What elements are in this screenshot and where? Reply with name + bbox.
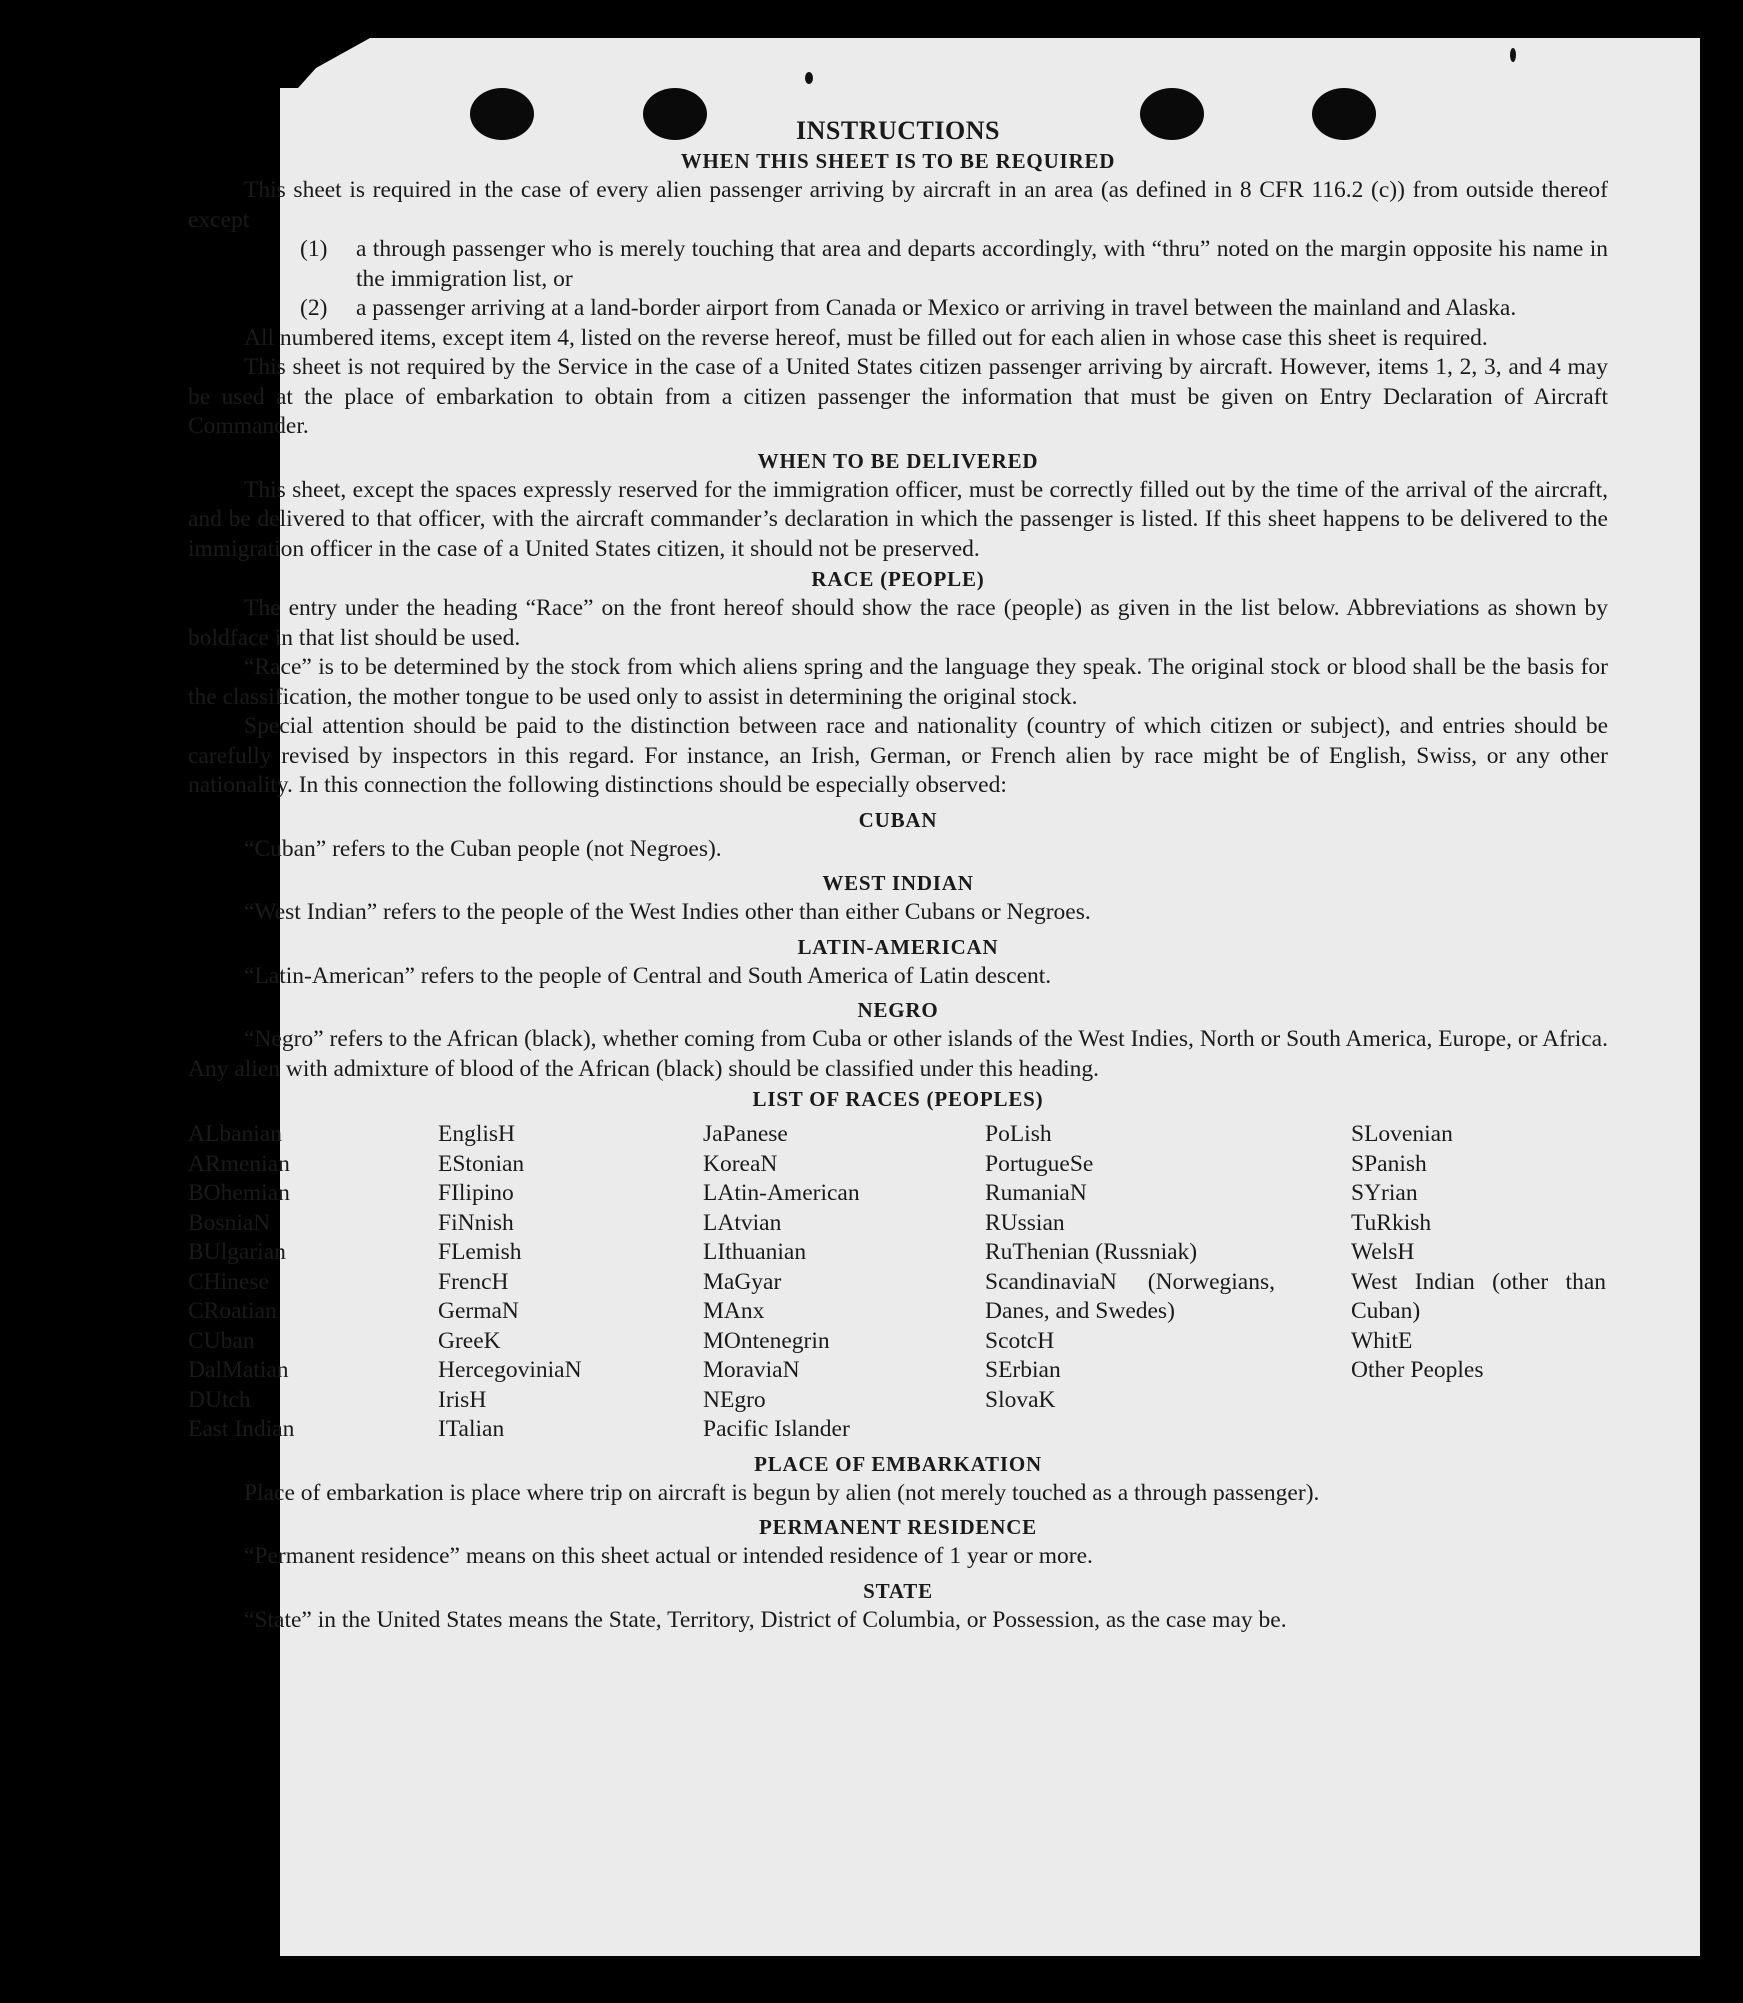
race-entry: LAtin-American bbox=[703, 1180, 860, 1206]
race-entry: RumaniaN bbox=[985, 1180, 1087, 1206]
race-entry: MaGyar bbox=[703, 1268, 782, 1295]
section-title-cuban: CUBAN bbox=[858, 807, 938, 832]
paragraph: “Cuban” refers to the Cuban people (not Negroes). bbox=[244, 835, 722, 862]
race-column bbox=[703, 1120, 985, 1445]
race-entry: ALbanian bbox=[188, 1121, 282, 1147]
list-item bbox=[188, 235, 1608, 294]
race-entry: FrencH bbox=[438, 1268, 509, 1295]
torn-corner bbox=[280, 38, 370, 88]
race-entry: SErbian bbox=[985, 1357, 1061, 1383]
race-column bbox=[985, 1120, 1275, 1445]
section-title-delivered: WHEN TO BE DELIVERED bbox=[757, 448, 1039, 473]
paragraph: “Race” is to be determined by the stock from which aliens spring and the language they speak. The original stock or blood shall be the basis for the classification, the mother tongue to be used only to assist in determining the original stock. bbox=[188, 654, 1608, 710]
section-title-state: STATE bbox=[863, 1578, 933, 1603]
race-entry: Pacific Islander bbox=[703, 1416, 850, 1442]
ink-speck bbox=[805, 72, 813, 84]
race-entry: SlovaK bbox=[985, 1386, 1056, 1413]
item-text: a passenger arriving at a land-border airport from Canada or Mexico or arriving in travel between the mainland and Alaska. bbox=[356, 295, 1517, 321]
race-entry: FLemish bbox=[438, 1239, 522, 1265]
race-entry: SYrian bbox=[1351, 1180, 1418, 1206]
race-column bbox=[1351, 1120, 1606, 1445]
paragraph: Special attention should be paid to the distinction between race and nationality (country of which citizen or subject), and entries should be carefully revised by inspectors in this regard. For instance, an Irish, German, or French alien by race might be of English, Swiss, or any other nationality. In this connection the following distinctions should be especially observed: bbox=[188, 713, 1608, 798]
race-entry: PoLish bbox=[985, 1121, 1052, 1147]
race-entry: SPanish bbox=[1351, 1150, 1427, 1177]
section-title-latin-american: LATIN-AMERICAN bbox=[797, 934, 999, 959]
race-entry: GreeK bbox=[438, 1327, 501, 1354]
paragraph: “Permanent residence” means on this sheet actual or intended residence of 1 year or more. bbox=[244, 1543, 1093, 1569]
race-entry: LIthuanian bbox=[703, 1239, 807, 1265]
race-entry: ARmenian bbox=[188, 1150, 290, 1177]
section-title-embarkation: PLACE OF EMBARKATION bbox=[754, 1451, 1042, 1476]
paragraph: “State” in the United States means the State, Territory, District of Columbia, or Possession, as the case may be. bbox=[244, 1606, 1287, 1633]
race-entry: ScotcH bbox=[985, 1327, 1055, 1354]
race-entry: PortugueSe bbox=[985, 1150, 1094, 1177]
page-title: INSTRUCTIONS bbox=[796, 116, 1000, 145]
race-entry: NEgro bbox=[703, 1386, 766, 1413]
race-entry: IrisH bbox=[438, 1386, 487, 1413]
race-entry: WelsH bbox=[1351, 1239, 1415, 1265]
race-entry: EnglisH bbox=[438, 1121, 516, 1147]
race-entry: RuThenian (Russniak) bbox=[985, 1239, 1198, 1265]
race-entry: DalMatian bbox=[188, 1357, 289, 1383]
race-entry: KoreaN bbox=[703, 1150, 778, 1177]
race-entry: BosniaN bbox=[188, 1209, 271, 1236]
race-entry: FIlipino bbox=[438, 1180, 514, 1206]
race-entry: MOntenegrin bbox=[703, 1327, 830, 1354]
paragraph: The entry under the heading “Race” on the front hereof should show the race (people) as given in the list below. Abbreviations as shown by boldface in that list should be used. bbox=[188, 595, 1608, 651]
race-entry: MAnx bbox=[703, 1298, 765, 1324]
race-entry: SLovenian bbox=[1351, 1121, 1453, 1147]
race-entry: CHinese bbox=[188, 1268, 269, 1295]
section-title-race-list: LIST OF RACES (PEOPLES) bbox=[752, 1087, 1044, 1111]
race-entry: MoraviaN bbox=[703, 1357, 800, 1383]
section-title-residence: PERMANENT RESIDENCE bbox=[759, 1515, 1037, 1539]
race-list bbox=[188, 1120, 1608, 1445]
race-entry: CUban bbox=[188, 1327, 255, 1354]
paragraph: “West Indian” refers to the people of the West Indies other than either Cubans or Negroes. bbox=[244, 899, 1091, 925]
instructions-body bbox=[188, 116, 1608, 1635]
race-entry: WhitE bbox=[1351, 1327, 1413, 1354]
section-title-west-indian: WEST INDIAN bbox=[822, 871, 974, 895]
race-entry: ITalian bbox=[438, 1416, 505, 1442]
race-entry: TuRkish bbox=[1351, 1209, 1432, 1236]
race-entry: BOhemian bbox=[188, 1180, 290, 1206]
paragraph: This sheet is required in the case of every alien passenger arriving by aircraft in an area (as defined in 8 CFR 116.2 (c)) from outside thereof except bbox=[188, 177, 1608, 233]
paragraph: “Latin-American” refers to the people of Central and South America of Latin descent. bbox=[244, 962, 1052, 989]
race-entry: West Indian (other than Cuban) bbox=[1351, 1268, 1606, 1324]
paragraph: “Negro” refers to the African (black), whether coming from Cuba or other islands of the West Indies, North or South America, Europe, or Africa. Any alien with admixture of blood of the African (black) should be classified under this heading. bbox=[188, 1026, 1608, 1082]
paragraph: All numbered items, except item 4, listed on the reverse hereof, must be filled out for each alien in whose case this sheet is required. bbox=[244, 324, 1488, 351]
race-entry: Other Peoples bbox=[1351, 1357, 1484, 1383]
list-item bbox=[188, 294, 1608, 324]
paragraph: Place of embarkation is place where trip on aircraft is begun by alien (not merely touched as a through passenger). bbox=[244, 1479, 1320, 1506]
race-entry: DUtch bbox=[188, 1386, 251, 1413]
ink-speck bbox=[1510, 48, 1516, 62]
race-entry: East Indian bbox=[188, 1416, 295, 1442]
section-title-race: RACE (PEOPLE) bbox=[811, 567, 985, 591]
race-entry: BUlgarian bbox=[188, 1239, 286, 1265]
race-entry: CRoatian bbox=[188, 1298, 277, 1324]
paragraph: This sheet is not required by the Service in the case of a United States citizen passenger arriving by aircraft. However, items 1, 2, 3, and 4 may be used at the place of embarkation to obtain from a citizen passenger the information that must be given on Entry Declaration of Aircraft Commander. bbox=[188, 354, 1608, 439]
race-entry: LAtvian bbox=[703, 1209, 782, 1236]
race-entry: HercegoviniaN bbox=[438, 1357, 582, 1383]
race-entry: JaPanese bbox=[703, 1121, 788, 1147]
race-entry: EStonian bbox=[438, 1150, 525, 1177]
race-entry: ScandinaviaN (Norwegians, Danes, and Swedes) bbox=[985, 1268, 1275, 1324]
race-entry: FiNnish bbox=[438, 1209, 514, 1236]
race-entry: RUssian bbox=[985, 1209, 1065, 1236]
item-text: a through passenger who is merely touching that area and departs accordingly, with “thru” noted on the margin opposite his name in the immigration list, or bbox=[356, 236, 1608, 292]
race-entry: GermaN bbox=[438, 1298, 519, 1324]
section-title-negro: NEGRO bbox=[857, 998, 939, 1022]
item-number: (1) bbox=[300, 236, 328, 262]
race-column bbox=[438, 1120, 703, 1445]
race-column bbox=[188, 1120, 438, 1445]
paragraph: This sheet, except the spaces expressly reserved for the immigration officer, must be correctly filled out by the time of the arrival of the aircraft, and be delivered to that officer, with the aircraft commander’s declaration in which the passenger is listed. If this sheet happens to be delivered to the immigration officer in the case of a United States citizen, it should not be preserved. bbox=[188, 476, 1608, 562]
section-title-required: WHEN THIS SHEET IS TO BE REQUIRED bbox=[680, 149, 1116, 173]
item-number: (2) bbox=[300, 295, 328, 321]
